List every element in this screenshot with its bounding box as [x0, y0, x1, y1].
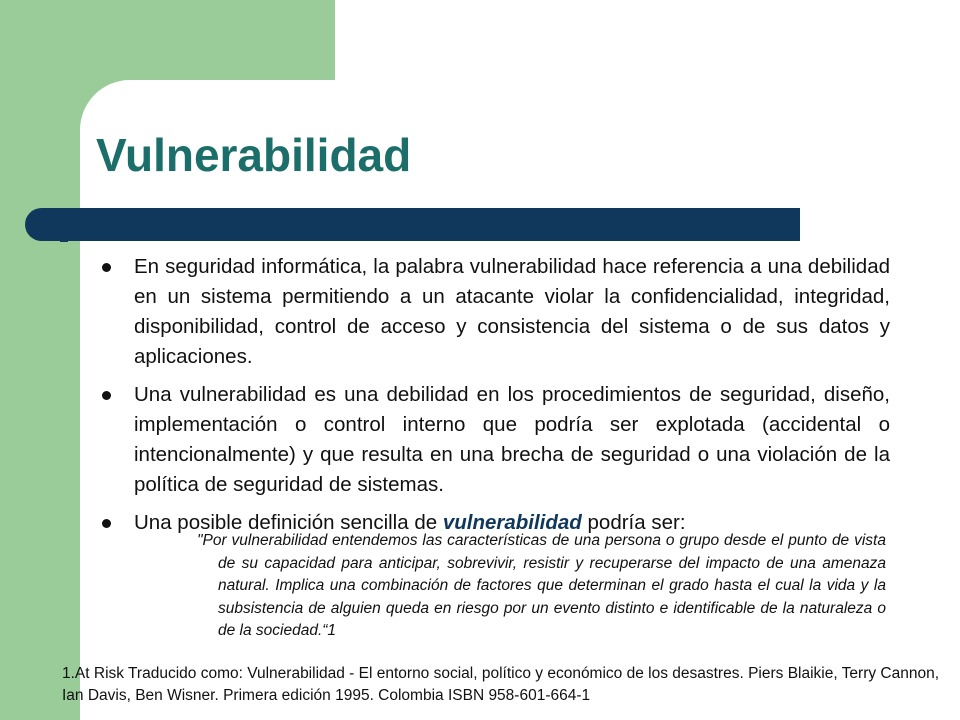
slide-body — [100, 252, 890, 546]
bullet-text: Una vulnerabilidad es una debilidad en los procedimientos de seguridad, diseño, implementación o control interno que podría ser explotada (accidental o intencionalmente) y que resulta en una brecha de seguridad o una violación de la política de seguridad de sistemas. — [134, 383, 890, 496]
definition-suffix: podría ser: — [581, 511, 686, 534]
slide-title: Vulnerabilidad — [96, 129, 412, 181]
bullet-list — [100, 252, 890, 538]
definition-quote — [197, 530, 886, 643]
bullet-item — [100, 380, 890, 500]
definition-prefix: Una posible definición sencilla de — [134, 511, 443, 534]
bullet-dot-icon — [102, 519, 111, 528]
bullet-dot-icon — [102, 391, 111, 400]
footnote: 1.At Risk Traducido como: Vulnerabilidad - El entorno social, político y económico de los desastres. Piers Blaikie, Terry Cannon, Ian Davis, Ben Wisner. Primera edición 1995. Colombia ISBN 958-601-664-1 — [62, 665, 940, 704]
bullet-item — [100, 252, 890, 372]
title-bar-tail — [60, 236, 68, 242]
bullet-dot-icon — [102, 263, 111, 272]
quote-text: "Por vulnerabilidad entendemos las características de una persona o grupo desde el punto de vista de su capacidad para anticipar, sobrevivir, resistir y recuperarse del impacto de una amenaza natural. Implica una combinación de factores que determinan el grado hasta el cual la vida y la subsistencia de alguien queda en riesgo por un evento distinto e identificable de la naturaleza o de la sociedad.“1 — [197, 532, 886, 640]
title-underline-bar — [25, 208, 800, 241]
bullet-text: En seguridad informática, la palabra vulnerabilidad hace referencia a una debilidad en un sistema permitiendo a un atacante violar la confidencialidad, integridad, disponibilidad, control de acceso y consistencia del sistema o de sus datos y aplicaciones. — [134, 255, 890, 368]
definition-term: vulnerabilidad — [442, 511, 582, 534]
